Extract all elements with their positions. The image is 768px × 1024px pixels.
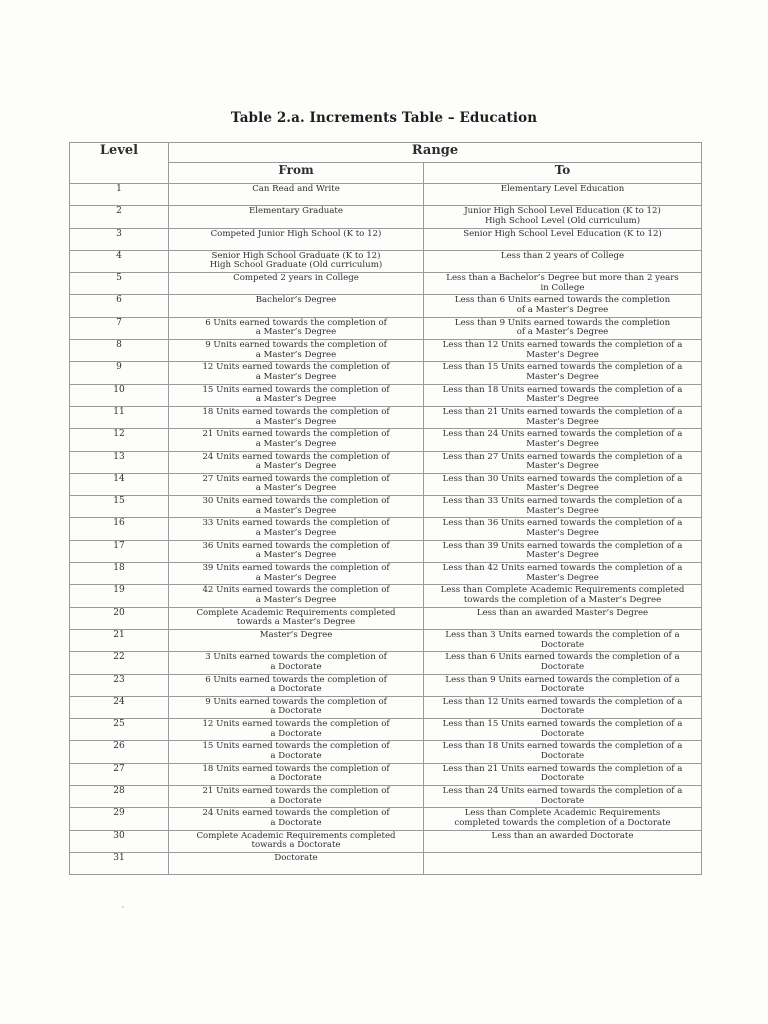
level-cell: 6	[70, 295, 169, 317]
header-to: To	[424, 163, 702, 184]
from-cell: Competed Junior High School (K to 12)	[169, 228, 424, 250]
level-cell: 1	[70, 184, 169, 206]
level-cell: 18	[70, 563, 169, 585]
from-cell: Complete Academic Requirements completed towards a Master’s Degree	[169, 607, 424, 629]
table-row	[70, 518, 702, 540]
from-cell: 24 Units earned towards the completion of a Master’s Degree	[169, 451, 424, 473]
table-row	[70, 696, 702, 718]
increments-table	[69, 142, 702, 875]
to-cell: Less than a Bachelor’s Degree but more than 2 years in College	[424, 273, 702, 295]
to-cell: Less than 21 Units earned towards the completion of a Master’s Degree	[424, 406, 702, 428]
table-row	[70, 607, 702, 629]
level-cell: 24	[70, 696, 169, 718]
from-cell: 21 Units earned towards the completion of a Doctorate	[169, 786, 424, 808]
level-cell: 4	[70, 250, 169, 272]
to-cell: Less than 12 Units earned towards the completion of a Master’s Degree	[424, 340, 702, 362]
to-cell: Less than 15 Units earned towards the completion of a Doctorate	[424, 719, 702, 741]
from-cell: 12 Units earned towards the completion of a Doctorate	[169, 719, 424, 741]
level-cell: 14	[70, 473, 169, 495]
table-row	[70, 206, 702, 228]
from-cell: 18 Units earned towards the completion of a Master’s Degree	[169, 406, 424, 428]
to-cell: Less than 15 Units earned towards the completion of a Master’s Degree	[424, 362, 702, 384]
scan-speck	[122, 906, 124, 908]
table-row	[70, 808, 702, 830]
to-cell: Less than an awarded Doctorate	[424, 830, 702, 852]
level-cell: 17	[70, 540, 169, 562]
level-cell: 10	[70, 384, 169, 406]
to-cell: Less than 36 Units earned towards the completion of a Master’s Degree	[424, 518, 702, 540]
level-cell: 25	[70, 719, 169, 741]
table-row	[70, 786, 702, 808]
from-cell: 36 Units earned towards the completion of a Master’s Degree	[169, 540, 424, 562]
level-cell: 31	[70, 852, 169, 874]
to-cell: Less than Complete Academic Requirements completed towards the completion of a Doctorate	[424, 808, 702, 830]
table-row	[70, 674, 702, 696]
table-row	[70, 295, 702, 317]
table-row	[70, 406, 702, 428]
level-cell: 9	[70, 362, 169, 384]
table-row	[70, 585, 702, 607]
to-cell: Less than 6 Units earned towards the completion of a Doctorate	[424, 652, 702, 674]
to-cell: Elementary Level Education	[424, 184, 702, 206]
level-cell: 23	[70, 674, 169, 696]
from-cell: 21 Units earned towards the completion of a Master’s Degree	[169, 429, 424, 451]
level-cell: 11	[70, 406, 169, 428]
from-cell: 12 Units earned towards the completion of a Master’s Degree	[169, 362, 424, 384]
table-row	[70, 763, 702, 785]
table-row	[70, 629, 702, 651]
table-row	[70, 563, 702, 585]
level-cell: 26	[70, 741, 169, 763]
from-cell: 18 Units earned towards the completion of a Doctorate	[169, 763, 424, 785]
level-cell: 13	[70, 451, 169, 473]
table-row	[70, 473, 702, 495]
table-row	[70, 451, 702, 473]
table-row	[70, 250, 702, 272]
table-header	[70, 143, 702, 184]
to-cell: Less than 9 Units earned towards the completion of a Master’s Degree	[424, 317, 702, 339]
level-cell: 12	[70, 429, 169, 451]
table-row	[70, 228, 702, 250]
table-row	[70, 540, 702, 562]
to-cell: Less than an awarded Master’s Degree	[424, 607, 702, 629]
from-cell: 39 Units earned towards the completion of a Master’s Degree	[169, 563, 424, 585]
table-row	[70, 496, 702, 518]
table-row	[70, 719, 702, 741]
to-cell	[424, 852, 702, 874]
from-cell: 33 Units earned towards the completion of a Master’s Degree	[169, 518, 424, 540]
from-cell: Competed 2 years in College	[169, 273, 424, 295]
from-cell: 27 Units earned towards the completion of a Master’s Degree	[169, 473, 424, 495]
from-cell: 42 Units earned towards the completion of a Master’s Degree	[169, 585, 424, 607]
to-cell: Less than 18 Units earned towards the completion of a Master’s Degree	[424, 384, 702, 406]
from-cell: 15 Units earned towards the completion of a Doctorate	[169, 741, 424, 763]
level-cell: 30	[70, 830, 169, 852]
level-cell: 5	[70, 273, 169, 295]
to-cell: Less than 3 Units earned towards the completion of a Doctorate	[424, 629, 702, 651]
table-row	[70, 362, 702, 384]
level-cell: 8	[70, 340, 169, 362]
table-row	[70, 429, 702, 451]
to-cell: Less than 30 Units earned towards the completion of a Master’s Degree	[424, 473, 702, 495]
from-cell: 24 Units earned towards the completion of a Doctorate	[169, 808, 424, 830]
to-cell: Less than 6 Units earned towards the completion of a Master’s Degree	[424, 295, 702, 317]
table-row	[70, 340, 702, 362]
level-cell: 19	[70, 585, 169, 607]
to-cell: Junior High School Level Education (K to 12) High School Level (Old curriculum)	[424, 206, 702, 228]
header-from: From	[169, 163, 424, 184]
to-cell: Less than 33 Units earned towards the completion of a Master’s Degree	[424, 496, 702, 518]
to-cell: Less than 2 years of College	[424, 250, 702, 272]
to-cell: Senior High School Level Education (K to 12)	[424, 228, 702, 250]
table-row	[70, 852, 702, 874]
from-cell: 9 Units earned towards the completion of a Doctorate	[169, 696, 424, 718]
to-cell: Less than 18 Units earned towards the completion of a Doctorate	[424, 741, 702, 763]
table-title: Table 2.a. Increments Table – Education	[230, 110, 538, 126]
level-cell: 28	[70, 786, 169, 808]
from-cell: 30 Units earned towards the completion of a Master’s Degree	[169, 496, 424, 518]
level-cell: 2	[70, 206, 169, 228]
header-range: Range	[169, 143, 702, 163]
from-cell: 9 Units earned towards the completion of a Master’s Degree	[169, 340, 424, 362]
to-cell: Less than 21 Units earned towards the completion of a Doctorate	[424, 763, 702, 785]
from-cell: 15 Units earned towards the completion of a Master’s Degree	[169, 384, 424, 406]
level-cell: 16	[70, 518, 169, 540]
from-cell: Complete Academic Requirements completed towards a Doctorate	[169, 830, 424, 852]
level-cell: 21	[70, 629, 169, 651]
to-cell: Less than 24 Units earned towards the completion of a Doctorate	[424, 786, 702, 808]
to-cell: Less than 9 Units earned towards the completion of a Doctorate	[424, 674, 702, 696]
table-row	[70, 384, 702, 406]
table-row	[70, 741, 702, 763]
table-body	[70, 184, 702, 875]
level-cell: 22	[70, 652, 169, 674]
from-cell: Doctorate	[169, 852, 424, 874]
table-row	[70, 830, 702, 852]
table-row	[70, 652, 702, 674]
level-cell: 20	[70, 607, 169, 629]
from-cell: 3 Units earned towards the completion of a Doctorate	[169, 652, 424, 674]
from-cell: Bachelor’s Degree	[169, 295, 424, 317]
level-cell: 15	[70, 496, 169, 518]
to-cell: Less than 42 Units earned towards the completion of a Master’s Degree	[424, 563, 702, 585]
to-cell: Less than Complete Academic Requirements completed towards the completion of a Master’s Degree	[424, 585, 702, 607]
header-level: Level	[70, 143, 169, 184]
table-row	[70, 273, 702, 295]
from-cell: Master’s Degree	[169, 629, 424, 651]
level-cell: 27	[70, 763, 169, 785]
level-cell: 29	[70, 808, 169, 830]
level-cell: 3	[70, 228, 169, 250]
to-cell: Less than 27 Units earned towards the completion of a Master’s Degree	[424, 451, 702, 473]
level-cell: 7	[70, 317, 169, 339]
to-cell: Less than 24 Units earned towards the completion of a Master’s Degree	[424, 429, 702, 451]
from-cell: Can Read and Write	[169, 184, 424, 206]
from-cell: 6 Units earned towards the completion of a Doctorate	[169, 674, 424, 696]
from-cell: Elementary Graduate	[169, 206, 424, 228]
from-cell: Senior High School Graduate (K to 12) High School Graduate (Old curriculum)	[169, 250, 424, 272]
from-cell: 6 Units earned towards the completion of a Master’s Degree	[169, 317, 424, 339]
to-cell: Less than 39 Units earned towards the completion of a Master’s Degree	[424, 540, 702, 562]
to-cell: Less than 12 Units earned towards the completion of a Doctorate	[424, 696, 702, 718]
table-row	[70, 317, 702, 339]
table-row	[70, 184, 702, 206]
